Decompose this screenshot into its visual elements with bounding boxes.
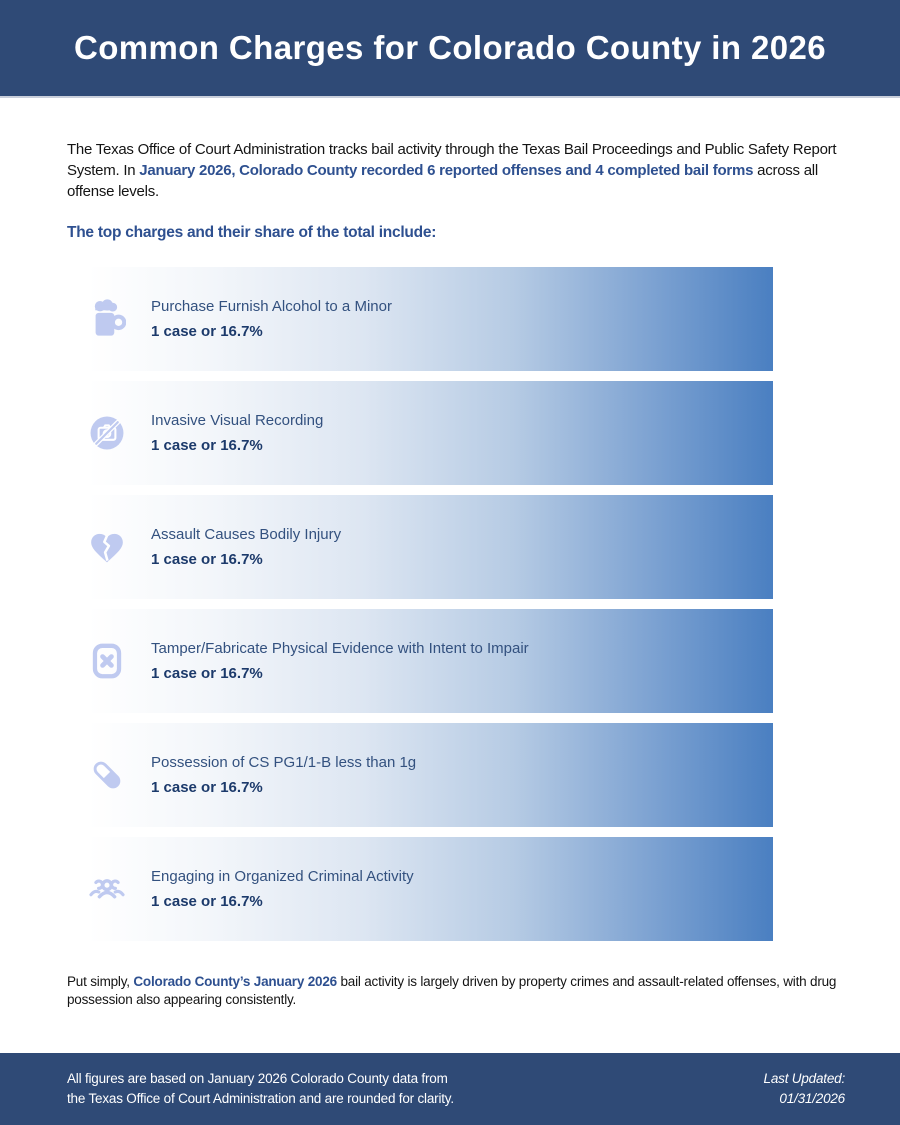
section-subtitle: The top charges and their share of the total include: <box>67 224 437 241</box>
charge-value: 1 case or 16.7% <box>151 322 263 340</box>
intro-text-after: across all offense levels. <box>67 162 818 200</box>
x-square-icon <box>88 639 126 683</box>
no-photography-icon <box>88 413 126 453</box>
intro-highlight: January 2026, Colorado County recorded 6 reported offenses and 4 completed bail forms <box>139 162 754 179</box>
charge-value: 1 case or 16.7% <box>151 664 263 682</box>
charge-label: Purchase Furnish Alcohol to a Minor <box>151 297 392 315</box>
intro-text-before: The Texas Office of Court Administration tracks bail activity through the Texas Bail Proceedings and Public Safety Report System. In <box>67 141 837 179</box>
charge-value: 1 case or 16.7% <box>151 550 263 568</box>
charge-row <box>88 837 773 941</box>
charge-label: Possession of CS PG1/1-B less than 1g <box>151 753 417 771</box>
pill-icon <box>88 754 126 796</box>
broken-heart-icon <box>88 527 126 567</box>
charge-value: 1 case or 16.7% <box>151 892 263 910</box>
charge-label: Assault Causes Bodily Injury <box>151 525 342 543</box>
charge-row <box>88 723 773 827</box>
charge-row <box>88 495 773 599</box>
charge-text <box>151 640 529 683</box>
charge-label: Engaging in Organized Criminal Activity <box>151 867 414 885</box>
charge-row <box>88 609 773 713</box>
charge-value: 1 case or 16.7% <box>151 778 263 796</box>
charge-value: 1 case or 16.7% <box>151 436 263 454</box>
header-banner <box>0 0 900 98</box>
summary-paragraph <box>67 973 859 1009</box>
footer-note-line2: the Texas Office of Court Administration and are rounded for clarity. <box>67 1091 454 1106</box>
summary-highlight: Colorado County’s January 2026 <box>133 974 337 989</box>
charge-label: Invasive Visual Recording <box>151 411 324 429</box>
charge-text <box>151 412 323 455</box>
footer-note-line1: All figures are based on January 2026 Colorado County data from <box>67 1070 448 1086</box>
footer-banner <box>0 1053 900 1125</box>
page-title: Common Charges for Colorado County in 2026 <box>73 29 827 66</box>
people-group-icon <box>88 868 126 910</box>
charge-row <box>88 381 773 485</box>
charge-text <box>151 526 341 569</box>
charge-row <box>88 267 773 371</box>
charge-text <box>151 868 414 911</box>
beer-mug-icon <box>88 295 126 343</box>
charge-label: Tamper/Fabricate Physical Evidence with Intent to Impair <box>151 639 529 657</box>
charge-text <box>151 298 392 341</box>
charge-text <box>151 754 416 797</box>
last-updated <box>764 1069 845 1110</box>
summary-text-after: bail activity is largely driven by property crimes and assault-related offenses, with drug possession also appearing consistently. <box>67 974 837 1007</box>
footer-note <box>67 1069 454 1110</box>
charges-list <box>88 267 833 941</box>
intro-paragraph <box>67 139 845 202</box>
main-content <box>0 139 900 1009</box>
summary-text-before: Put simply, <box>67 974 134 989</box>
last-updated-label: Last Updated: <box>763 1070 845 1086</box>
last-updated-date: 01/31/2026 <box>779 1091 845 1106</box>
